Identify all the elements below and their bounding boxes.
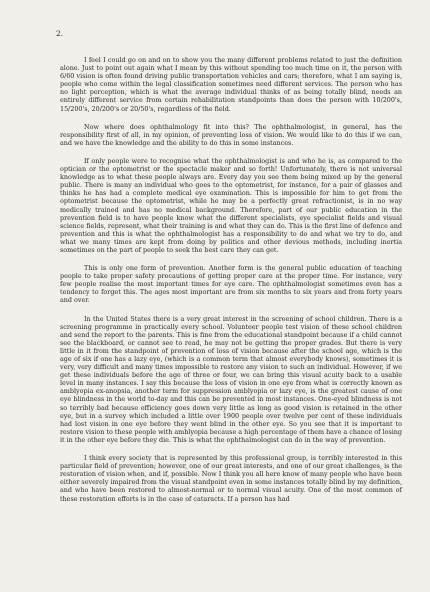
paragraph-prevention: This is only one form of prevention. Another form is the general public education of teaching people to take proper safety precautions of getting proper care at the proper time. For instance, very few people realise the most important times for eye care. The ophthalmologist sometimes even has a tendency to forget this. The ages most important are from six months to six years and from forty years and over.	[60, 264, 402, 305]
paragraph-definition: I feel I could go on and on to show you the many different problems related to just the definition alone. Just to point out again what I mean by this without spending too much time on it, the person with 6/60 vision is often found driving public transportation vehicles and cars; therefore, what I am saying is, people who come within the legal classification sometimes need different services. The person who has no light perception, which is what the average individual thinks of as being totally blind, needs an entirely different service from certain rehabilitation standpoints than does the person with 10/200's, 15/200's, 20/200's or 20/50's, regardless of the field.	[60, 56, 402, 113]
document-body	[60, 56, 402, 513]
paragraph-ophthalmology-role: Now where does ophthalmology fit into this? The ophthalmologist, in general, has the responsibility first of all, in my opinion, of preventing loss of vision. We would like to do this if we can, and we have the knowledge and the ability to do this in some instances.	[60, 122, 402, 147]
paragraph-restoration: I think every society that is represented by this professional group, is terribly interested in this particular field of prevention; however, one of our great interests, and one of our great challenges, is the restoration of vision when, and if, possible. Now I think you all here know of many people who have been either severely impaired from the visual standpoint even in some instances totally blind by my definition, and who have been restored to almost-normal or to normal visual acuity. One of the most common of these restoration efforts is in the case of cataracts. If a person has had	[60, 454, 402, 503]
page-number: 2.	[56, 29, 64, 38]
paragraph-public-education: If only people were to recognise what the ophthalmologist is and who he is, as compared to the optician or the optometrist or the spectacle maker and so forth! Unfortunately, there is not universal knowledge as to what these people always are. Every day you see them being mixed up by the general public. There is many an individual who goes to the optometrist, for instance, for a pair of glasses and thinks he has had a complete medical eye examination. This is impossible for him to get from the optometrist because the optometrist, while he may be a perfectly great refractionist, is in no way medically trained and has no medical background. Therefore, part of our public education in the prevention field is to have people know what the different specialists, eye specialist fields and visual science fields, represent, what their training is and what they can do. This is the first line of defence and prevention and this is what the ophthalmologist has a responsibility to do and what we try to do, and what we many times are kept from doing by politics and other devious methods, including inertia sometimes on the part of people to seek the best care they can get.	[60, 156, 402, 254]
paragraph-school-screening: In the United States there is a very great interest in the screening of school children. There is a screening programme in practically every school. Volunteer people test vision of these school children and send the report to the parents. This is fine from the educational standpoint because if a child cannot see the blackboard, or cannot see to read, he may not be getting the proper grades. But there is very little in it from the standpoint of prevention of loss of vision because after the school age, which is the age of six if one has a lazy eye, (which is a common term that almost everybody knows), sometimes it is very, very difficult and many times impossible to restore any vision to such an individual. However, if we get these individuals before the age of three or four, we can bring this visual acuity back to a usable level in many instances. I say this because the loss of vision in one eye from what is correctly known as amblyopia ex-anopsia, another term for suppression amblyopia or lazy eye, is the greatest cause of one eye blindness in the world to-day and this can be prevented in most instances. One-eyed blindness is not so terribly bad because efficiency goes down very little as long as good vision is retained in the other eye, but in a survey which included a little over 1900 people over twelve per cent of these individuals had lost vision in one eye before they went blind in the other eye. So you see that it is important to restore vision to these people with amblyopia because a high percentage of them have a chance of losing it in the other eye before they die. This is what the ophthalmologist can do in the way of prevention.	[60, 314, 402, 444]
